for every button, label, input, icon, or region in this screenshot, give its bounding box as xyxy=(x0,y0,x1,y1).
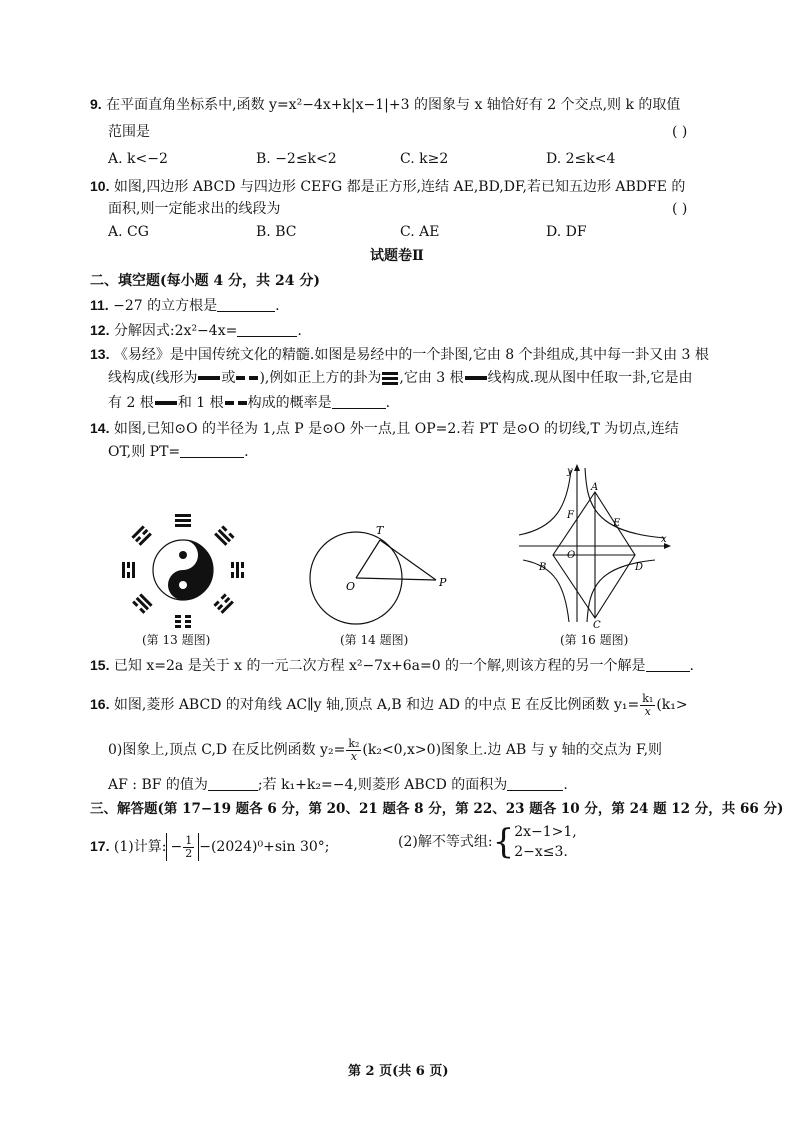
fig14-label-t: T xyxy=(376,524,384,537)
q9-option-c: C. k≥2 xyxy=(400,151,449,167)
part2-heading: 二、填空题(每小题 4 分，共 24 分) xyxy=(90,273,320,289)
q13-end: . xyxy=(385,395,391,411)
page-footer: 第 2 页(共 6 页) xyxy=(348,1064,449,1079)
q16-text-a: 如图,菱形 ABCD 的对角线 AC∥y 轴,顶点 A,B 和边 AD 的中点 E 在反比例函数 y₁= xyxy=(113,697,640,713)
q12-number: 12. xyxy=(90,322,110,338)
fig16-label-b: B xyxy=(539,562,547,573)
rhombus-hyperbola-figure xyxy=(515,462,675,630)
fig16-label-c: C xyxy=(593,620,601,630)
q17-part1 xyxy=(90,832,330,861)
q15-end: . xyxy=(689,658,694,674)
fig14-label-o: O xyxy=(346,580,356,593)
q13-text-c: ),例如正上方的卦为 xyxy=(259,370,382,386)
q14-text: OT,则 PT= xyxy=(108,444,181,460)
q9-number: 9. xyxy=(90,96,102,112)
inequality-1: 2x−1>1, xyxy=(514,824,577,840)
fig13-caption: (第 13 题图) xyxy=(142,633,211,647)
fig16-label-d: D xyxy=(635,562,644,573)
broken-line-symbol xyxy=(235,374,259,382)
q13-number: 13. xyxy=(90,346,110,362)
q17-p2-label: (2)解不等式组: xyxy=(398,834,493,850)
q14-end: . xyxy=(244,444,249,460)
q16-fraction-k2 xyxy=(346,738,361,763)
q10-stem: 如图,四边形 ABCD 与四边形 CEFG 都是正方形,连结 AE,BD,DF,若已知五边形 ABDFE 的 xyxy=(113,179,686,195)
q9-line1 xyxy=(90,94,680,115)
q17-p1-label: (1)计算: xyxy=(113,839,167,855)
q11-stem: −27 的立方根是 xyxy=(113,298,218,314)
inequality-system xyxy=(514,822,577,862)
q16-text-d: (k₂<0,x>0)图象上.边 AB 与 y 轴的交点为 F,则 xyxy=(362,742,663,758)
taiji-symbol xyxy=(153,540,213,600)
q13-text-a: 线构成(线形为 xyxy=(108,370,198,386)
q13-text-h: 构成的概率是 xyxy=(247,395,332,411)
q14-line2 xyxy=(108,442,249,462)
q10-line2: 面积,则一定能求出的线段为 xyxy=(108,201,281,217)
q14-number: 14. xyxy=(90,420,110,436)
fig14-label-p: P xyxy=(439,576,447,589)
q16-text-f: ;若 k₁+k₂=−4,则菱形 ABCD 的面积为 xyxy=(257,777,508,793)
solid-line-symbol xyxy=(197,374,221,382)
q12 xyxy=(90,320,302,341)
q15-number: 15. xyxy=(90,657,110,673)
q12-end: . xyxy=(297,323,302,339)
fig14-caption: (第 14 题图) xyxy=(340,633,409,647)
q10-option-b: B. BC xyxy=(256,224,297,240)
q17-absolute-value xyxy=(166,833,199,861)
q9-stem: 在平面直角坐标系中,函数 y=x²−4x+k|x−1|+3 的图象与 x 轴恰好有 2 个交点,则 k 的取值 xyxy=(106,97,681,113)
q17-p1-rest: −(2024)⁰+sin 30°; xyxy=(199,839,330,855)
q13-text-f: 有 2 根 xyxy=(108,395,154,411)
q17-fraction-half xyxy=(183,835,194,860)
q9-line2: 范围是 xyxy=(108,124,150,140)
inequality-system-brace: { xyxy=(492,822,515,862)
q9-answer-paren: ( ) xyxy=(672,124,688,140)
q16-frac1-numerator: k₁ xyxy=(642,691,654,705)
q16-answer-blank-1[interactable] xyxy=(208,776,258,791)
q16-line3 xyxy=(108,775,568,795)
fig16-label-o: O xyxy=(567,550,576,561)
solid-line-symbol xyxy=(464,374,488,382)
q16-end: . xyxy=(563,777,568,793)
q16-line2 xyxy=(108,736,662,764)
q17-number: 17. xyxy=(90,838,110,854)
q13-text-e: 线构成.现从图中任取一卦,它是由 xyxy=(487,370,693,386)
q13-text-d: ,它由 3 根 xyxy=(399,370,464,386)
section-title: 试题卷Ⅱ xyxy=(370,248,424,264)
q14-answer-blank[interactable] xyxy=(180,443,244,458)
q9-option-a: A. k<−2 xyxy=(108,151,168,167)
q9-option-d: D. 2≤k<4 xyxy=(546,151,616,167)
q16-text-b: (k₁> xyxy=(656,697,688,713)
q13-answer-blank[interactable] xyxy=(332,394,386,409)
q13-line1 xyxy=(90,344,709,365)
q15 xyxy=(90,655,694,676)
q16-line1 xyxy=(90,690,688,719)
q16-answer-blank-2[interactable] xyxy=(507,776,563,791)
fig16-label-e: E xyxy=(613,518,621,529)
circle-tangent-figure xyxy=(300,522,460,632)
q10-option-d: D. DF xyxy=(546,224,587,240)
q10-number: 10. xyxy=(90,178,110,194)
fig16-label-f: F xyxy=(567,510,574,521)
fig16-label-y: y xyxy=(567,466,573,477)
q14-line1 xyxy=(90,418,679,439)
q17-abs-sign: − xyxy=(170,839,183,855)
q12-stem: 分解因式:2x²−4x= xyxy=(113,323,238,339)
q10-option-a: A. CG xyxy=(108,224,149,240)
q10-option-c: C. AE xyxy=(400,224,440,240)
q16-frac1-denominator: x xyxy=(644,704,651,718)
q16-frac2-numerator: k₂ xyxy=(348,736,360,750)
q11 xyxy=(90,295,280,316)
inequality-2: 2−x≤3. xyxy=(514,844,568,860)
q13-text-b: 或 xyxy=(221,370,236,386)
part3-heading: 三、解答题(第 17−19 题各 6 分，第 20、21 题各 8 分，第 22、23 题各 10 分，第 24 题 12 分，共 66 分) xyxy=(90,801,784,817)
q16-text-e: AF : BF 的值为 xyxy=(108,777,208,793)
q17-frac-denominator: 2 xyxy=(185,846,193,860)
q11-answer-blank[interactable] xyxy=(217,297,275,312)
q16-number: 16. xyxy=(90,696,110,712)
q9-option-b: B. −2≤k<2 xyxy=(256,151,337,167)
q14-stem: 如图,已知⊙O 的半径为 1,点 P 是⊙O 外一点,且 OP=2.若 PT 是⊙O 的切线,T 为切点,连结 xyxy=(113,421,679,437)
fig16-label-a: A xyxy=(591,482,599,493)
trigram-qian-icon xyxy=(381,371,399,385)
q16-frac2-denominator: x xyxy=(350,749,357,763)
q10-line1 xyxy=(90,176,685,197)
broken-line-symbol xyxy=(224,399,248,407)
bagua-figure xyxy=(118,512,248,630)
q11-number: 11. xyxy=(90,297,109,313)
q12-answer-blank[interactable] xyxy=(237,322,297,337)
q13-line3 xyxy=(108,393,390,413)
fig16-caption: (第 16 题图) xyxy=(560,633,629,647)
q15-answer-blank[interactable] xyxy=(646,657,690,672)
solid-line-symbol xyxy=(154,399,178,407)
q16-fraction-k1 xyxy=(640,693,655,718)
q13-line2 xyxy=(108,368,693,388)
q17-part2 xyxy=(398,822,577,862)
q11-end: . xyxy=(275,298,280,314)
q17-frac-numerator: 1 xyxy=(185,833,193,847)
q16-text-c: 0)图象上,顶点 C,D 在反比例函数 y₂= xyxy=(108,742,346,758)
q15-stem: 已知 x=2a 是关于 x 的一元二次方程 x²−7x+6a=0 的一个解,则该方程的另一个解是 xyxy=(113,658,646,674)
fig16-label-x: x xyxy=(661,534,667,545)
q13-stem: 《易经》是中国传统文化的精髓.如图是易经中的一个卦图,它由 8 个卦组成,其中每一卦又由 3 根 xyxy=(113,347,709,363)
q10-answer-paren: ( ) xyxy=(672,201,688,217)
q13-text-g: 和 1 根 xyxy=(177,395,224,411)
